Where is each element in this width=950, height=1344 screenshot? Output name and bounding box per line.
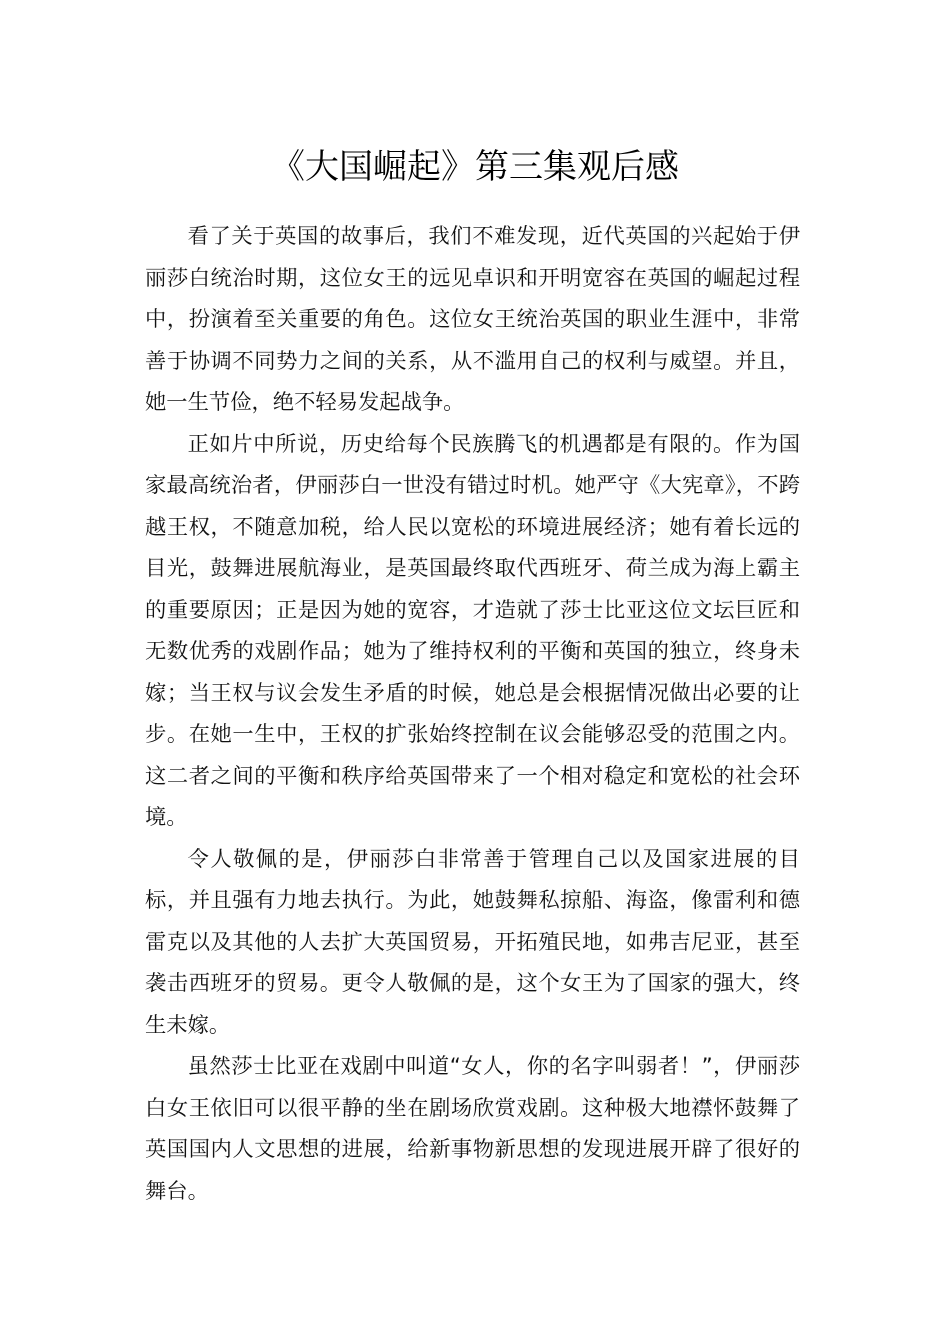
paragraph-1: 看了关于英国的故事后，我们不难发现，近代英国的兴起始于伊丽莎白统治时期，这位女王的远见卓识和开明宽容在英国的崛起过程中，扮演着至关重要的角色。这位女王统治英国的职业生涯中，非常善于协调不同势力之间的关系，从不滥用自己的权利与威望。并且，她一生节俭，绝不轻易发起战争。 xyxy=(145,224,800,415)
document-body xyxy=(145,216,800,1212)
paragraph-3: 令人敬佩的是，伊丽莎白非常善于管理自己以及国家进展的目标，并且强有力地去执行。为此，她鼓舞私掠船、海盗，像雷利和德雷克以及其他的人去扩大英国贸易，开拓殖民地，如弗吉尼亚，甚至袭击西班牙的贸易。更令人敬佩的是，这个女王为了国家的强大，终生未嫁。 xyxy=(145,846,800,1038)
document-title: 《大国崛起》第三集观后感 xyxy=(271,147,679,187)
paragraph-2: 正如片中所说，历史给每个民族腾飞的机遇都是有限的。作为国家最高统治者，伊丽莎白一世没有错过时机。她严守《大宪章》，不跨越王权，不随意加税，给人民以宽松的环境进展经济；她有着长远的目光，鼓舞进展航海业，是英国最终取代西班牙、荷兰成为海上霸主的重要原因；正是因为她的宽容，才造就了莎士比亚这位文坛巨匠和无数优秀的戏剧作品；她为了维持权利的平衡和英国的独立，终身未嫁；当王权与议会发生矛盾的时候，她总是会根据情况做出必要的让步。在她一生中，王权的扩张始终控制在议会能够忍受的范围之内。这二者之间的平衡和秩序给英国带来了一个相对稳定和宽松的社会环境。 xyxy=(145,431,800,830)
paragraph-4: 虽然莎士比亚在戏剧中叫道“女人，你的名字叫弱者！”，伊丽莎白女王依旧可以很平静的坐在剧场欣赏戏剧。这种极大地襟怀鼓舞了英国国内人文思想的进展，给新事物新思想的发现进展开辟了很好的舞台。 xyxy=(145,1054,800,1204)
